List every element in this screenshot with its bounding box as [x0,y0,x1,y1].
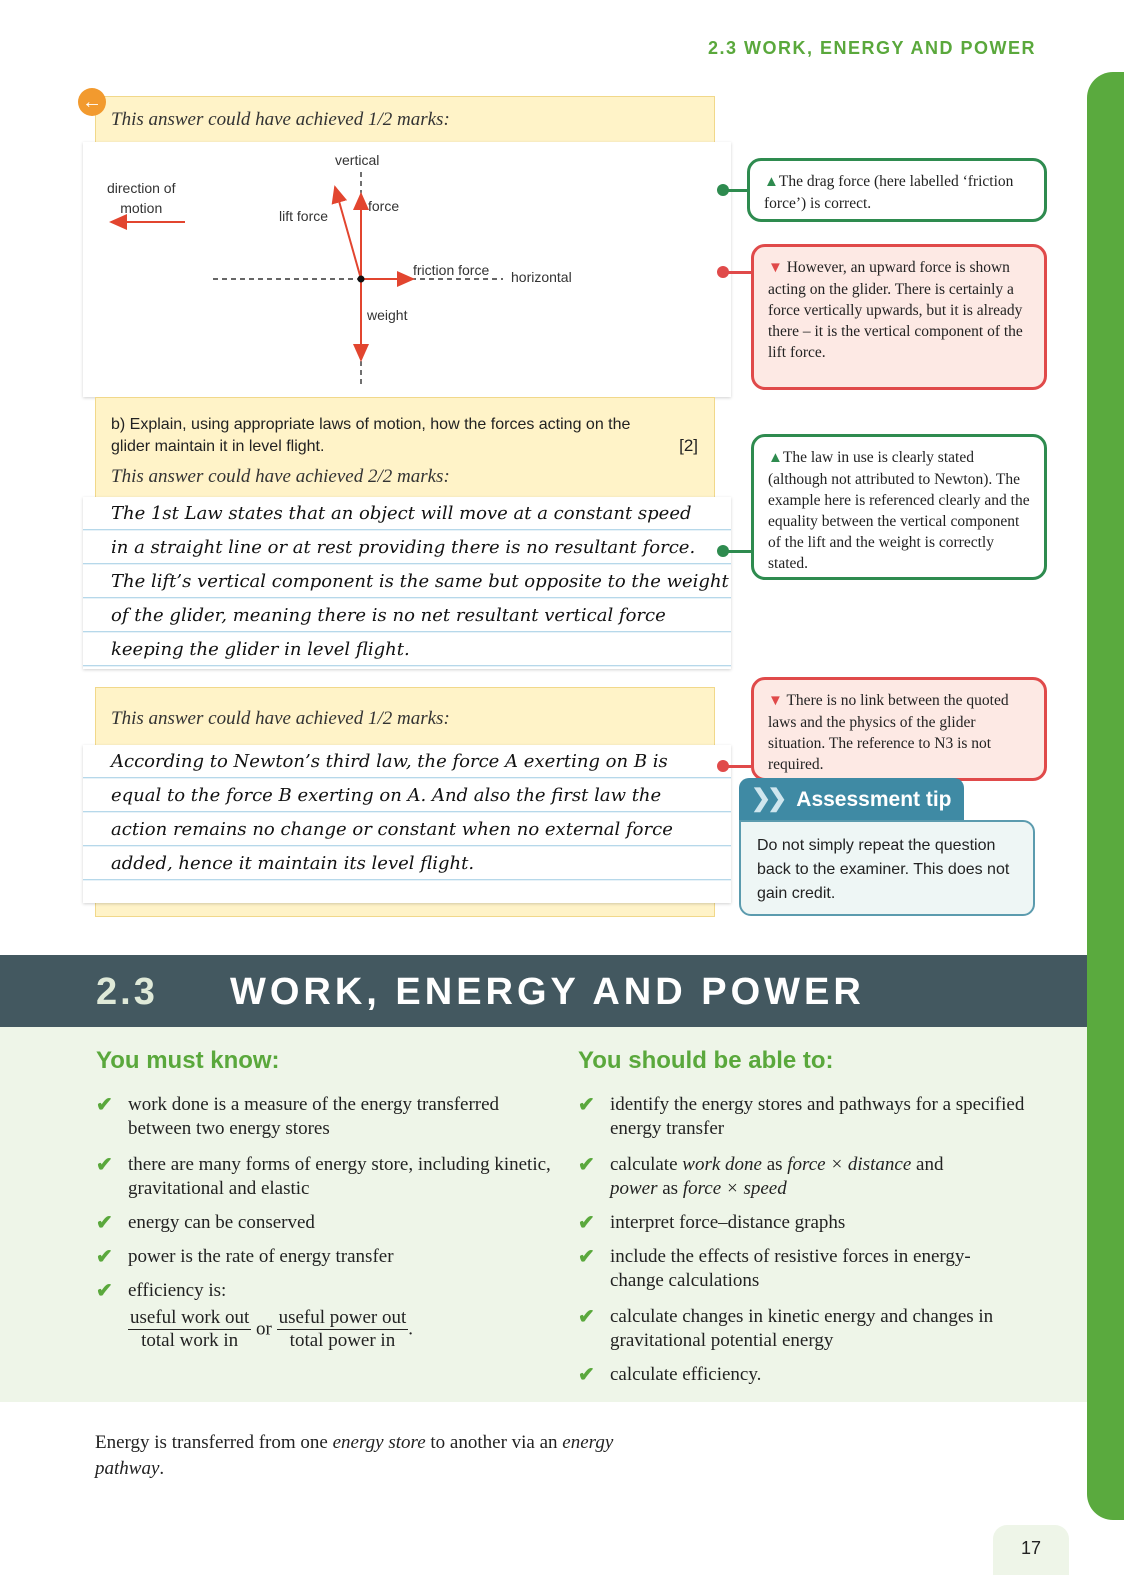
check-icon: ✔ [96,1280,113,1302]
question-b-marks: [2] [679,436,698,455]
answer3-line: According to Newton’s third law, the force A exerting on B is [111,751,668,772]
callout1-text: The drag force (here labelled ‘friction force’) is correct. [764,173,1014,212]
must-know-item: ✔ power is the rate of energy transfer [96,1246,394,1268]
assessment-tip-tab [739,778,964,820]
should-be-able-heading: You should be able to: [578,1047,834,1074]
check-icon: ✔ [578,1246,595,1268]
check-icon: ✔ [578,1154,595,1176]
force-diagram-panel [83,142,731,397]
back-arrow-icon[interactable]: ← [78,88,106,116]
section-title-bar [0,955,1087,1027]
must-know-heading: You must know: [96,1047,280,1074]
section-number: 2.3 [96,971,158,1013]
centre-point [358,276,365,283]
should-be-able-item: ✔ identify the energy stores and pathways for a specified energy transfer [578,1094,1025,1139]
check-icon: ✔ [96,1246,113,1268]
check-icon: ✔ [96,1212,113,1234]
answer3-line: action remains no change or constant when no external force [111,819,673,840]
answer3-panel [83,745,731,903]
page-number: 17 [993,1525,1069,1575]
up-triangle-icon: ▲ [768,450,783,466]
answer2-line: of the glider, meaning there is no net resultant vertical force [111,605,666,626]
assessment-tip-title: Assessment tip [796,788,952,811]
assessment-tip-box [739,820,1035,916]
fraction-work: $\frac{\text{useful work out}}{\text{total work in}}$ [130,1307,250,1351]
should-be-able-item: ✔ calculate changes in kinetic energy and changes in gravitational potential energy [578,1306,994,1351]
running-header: 2.3 WORK, ENERGY AND POWER [707,38,1036,58]
answer1-label-box [95,96,715,146]
answer2-line: The 1st Law states that an object will move at a constant speed [111,503,692,524]
callout-law-stated [751,434,1047,580]
check-icon: ✔ [578,1306,595,1328]
assessment-tip-text: Do not simply repeat the question back to the examiner. This does not gain credit. [757,837,1010,902]
callout2-connector [723,271,751,274]
callout-drag-force [747,158,1047,222]
check-icon: ✔ [578,1364,595,1386]
label-force: force [368,198,400,214]
should-be-able-item: ✔ calculate efficiency. [578,1364,762,1386]
callout2-text: However, an upward force is shown acting on the glider. There is certainly a force vertically upwards, but it is already there – it is the vertical component of the lift force. [768,259,1023,361]
efficiency-formula: $\frac{\text{useful work out}}{\text{total work in}}$ or $\frac{\text{useful power out}}{\text{total power in}}$ . [130,1307,414,1351]
callout3-text: The law in use is clearly stated (although not attributed to Newton). The example here is referenced clearly and the equality between the vertical component of the lift and the weight is correctly stated. [768,449,1030,572]
answer2-line: keeping the glider in level flight. [111,639,410,660]
label-direction-of-motion: direction of motion [107,180,176,216]
body-paragraph: Energy is transferred from one energy store to another via an energy pathway. [95,1432,614,1479]
fraction-power: $\frac{\text{useful power out}}{\text{total power in}}$ [278,1307,407,1351]
answer3-line: added, hence it maintain its level flight. [111,853,475,874]
label-horizontal: horizontal [511,269,572,285]
must-know-item: ✔ efficiency is: [96,1280,227,1302]
double-chevron-icon: ❯❯ [751,785,784,812]
side-color-bar [1087,72,1124,1520]
answer3-label: This answer could have achieved 1/2 marks: [111,708,450,729]
callout4-connector [723,765,751,768]
formula-or: or [256,1318,272,1340]
callout-no-link [751,677,1047,781]
callout4-text: There is no link between the quoted laws and the physics of the glider situation. The reference to N3 is not required. [768,692,1009,773]
answer2-line: The lift’s vertical component is the same but opposite to the weight [111,571,729,592]
answer2-label: This answer could have achieved 2/2 marks: [111,466,450,487]
question-b-box [95,397,715,499]
label-lift-force: lift force [279,208,329,224]
answer2-line: in a straight line or at rest providing there is no resultant force. [111,537,696,558]
answer3-line: equal to the force B exerting on A. And also the first law the [111,785,662,806]
objectives-panel [0,1027,1087,1402]
section-title: WORK, ENERGY AND POWER [230,971,865,1013]
callout1-connector [723,189,747,192]
should-be-able-item: ✔ include the effects of resistive forces in energy-change calculations [578,1246,971,1291]
callout3-connector [723,550,751,553]
label-friction-force: friction force [413,262,490,278]
question-b-text: b) Explain, using appropriate laws of motion, how the forces acting on the glider maintain it in level flight. [111,416,631,455]
label-vertical: vertical [335,152,380,168]
should-be-able-item: ✔ calculate work done as force × distance and power as force × speed [578,1154,944,1199]
check-icon: ✔ [96,1154,113,1176]
should-be-able-item: ✔ interpret force–distance graphs [578,1212,846,1234]
down-triangle-icon: ▼ [768,693,783,709]
must-know-item: ✔ there are many forms of energy store, including kinetic, gravitational and elastic [96,1154,551,1199]
callout-upward-force [751,244,1047,390]
answer1-label: This answer could have achieved 1/2 marks: [111,109,450,130]
force-diagram [83,142,731,397]
must-know-item: ✔ work done is a measure of the energy transferred between two energy stores [96,1094,500,1139]
lift-arrow [335,187,361,279]
check-icon: ✔ [578,1212,595,1234]
down-triangle-icon: ▼ [768,260,783,276]
label-weight: weight [367,307,408,323]
up-triangle-icon: ▲ [764,174,779,190]
must-know-item: ✔ energy can be conserved [96,1212,315,1234]
answer2-panel [83,497,731,669]
check-icon: ✔ [578,1094,595,1116]
check-icon: ✔ [96,1094,113,1116]
